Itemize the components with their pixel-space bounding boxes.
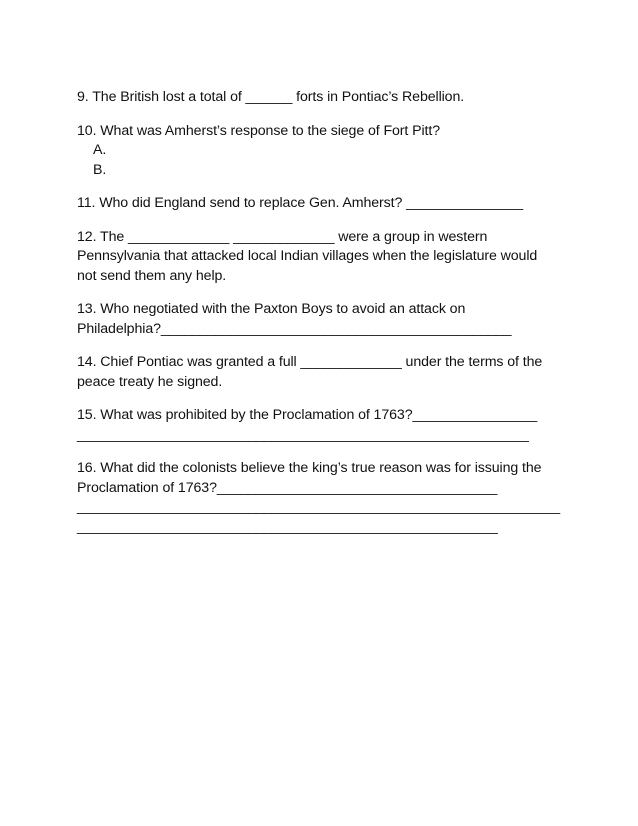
question-11 (77, 194, 567, 214)
question-11-text: 11. Who did England send to replace Gen. Amherst? _______________ (77, 195, 523, 211)
question-13-text-line-2: Philadelphia?_____________________________________________ (77, 320, 512, 337)
answer-option-b: B. (93, 161, 107, 178)
question-12 (77, 228, 567, 287)
question-16 (77, 459, 567, 537)
question-12-text-line-3: not send them any help. (77, 267, 227, 284)
question-12-text-line-2: Pennsylvania that attacked local Indian villages when the legislature would (77, 248, 538, 264)
question-14-text-line-1: 14. Chief Pontiac was granted a full _____________ under the terms of the (77, 354, 543, 370)
question-9 (77, 88, 567, 108)
question-10-text: 10. What was Amherst’s response to the siege of Fort Pitt? (77, 122, 440, 139)
question-12-text-line-1: 12. The _____________ _____________ were a group in western (77, 228, 488, 245)
question-14-text-line-2: peace treaty he signed. (77, 373, 223, 390)
question-15-answer-line: __________________________________________________________ (77, 426, 529, 443)
question-16-answer-line-2: ______________________________________________________ (77, 518, 498, 535)
question-16-text-line-1: 16. What did the colonists believe the king’s true reason was for issuing the (77, 460, 542, 476)
question-10 (77, 122, 567, 181)
question-14 (77, 353, 567, 392)
question-16-answer-line-1: ______________________________________________________________ (77, 499, 561, 515)
question-16-text-line-2: Proclamation of 1763?____________________________________ (77, 479, 498, 496)
question-13-text-line-1: 13. Who negotiated with the Paxton Boys to avoid an attack on (77, 301, 466, 317)
answer-option-a: A. (93, 142, 107, 158)
question-list (77, 88, 567, 551)
question-15-text-line-1: 15. What was prohibited by the Proclamation of 1763?________________ (77, 407, 538, 423)
question-9-text: 9. The British lost a total of ______ forts in Pontiac’s Rebellion. (77, 89, 465, 105)
question-15 (77, 406, 567, 445)
question-13 (77, 300, 567, 339)
